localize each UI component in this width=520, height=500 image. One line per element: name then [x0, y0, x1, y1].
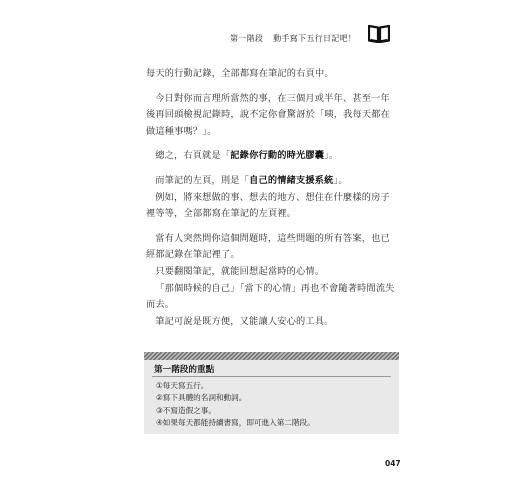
summary-list: [156, 380, 315, 430]
summary-box: [144, 352, 399, 434]
paragraph-text: 總之，右頁就是「: [155, 150, 231, 162]
paragraph: [146, 148, 396, 165]
summary-title: 第一階段的重點: [154, 365, 215, 375]
running-header: [230, 28, 390, 48]
body-text: [146, 66, 396, 330]
paragraph: 「那個時候的自己」「當下的心情」再也不會隨著時間流失而去。: [146, 282, 395, 311]
paragraph: 每天的行動記錄，全部都寫在筆記的右頁中。: [146, 68, 334, 79]
chapter-title: 動手寫下五行日記吧！: [273, 33, 357, 43]
paragraph-text: 」。: [324, 150, 339, 162]
paragraph: 筆記可說是既方便，又能讓人安心的工具。: [155, 315, 334, 327]
summary-item: ①每天寫五行。: [156, 381, 209, 390]
paragraph: [146, 173, 396, 190]
paragraph: 今日對你而言理所當然的事，在三個月或半年、甚至一年後再回頭檢視記錄時，說不定你會驚訝於「咦，我每天都在做這種事嗎？」。: [146, 92, 391, 137]
paragraph: 只要翻閱筆記，就能回想起當時的心情。: [155, 265, 325, 277]
page-number: 047: [385, 459, 401, 468]
summary-item: ②寫下具體的名詞和動詞。: [156, 393, 247, 403]
summary-item: ④如果每天都能持續書寫，即可進入第二階段。: [156, 418, 315, 428]
summary-divider: [152, 376, 391, 377]
book-icon: [368, 24, 390, 44]
paragraph-text: 」。: [333, 174, 348, 186]
emphasis-text: 自己的情緒支援系統: [249, 174, 334, 186]
chapter-label: 第一階段: [230, 33, 264, 43]
summary-stripe-bar: [144, 352, 399, 360]
summary-item: ③不寫造假之事。: [156, 405, 216, 415]
paragraph-text: 而筆記的左頁，則是「: [155, 174, 250, 186]
paragraph: 例如，將來想做的事、想去的地方、想住在什麼樣的房子裡等等，全部都寫在筆記的左頁裡。: [146, 191, 390, 220]
paragraph: 當有人突然問你這個問題時，這些問題的所有答案，也已經都記錄在筆記裡了。: [146, 232, 390, 261]
emphasis-text: 記錄你行動的時光膠囊: [230, 150, 325, 162]
